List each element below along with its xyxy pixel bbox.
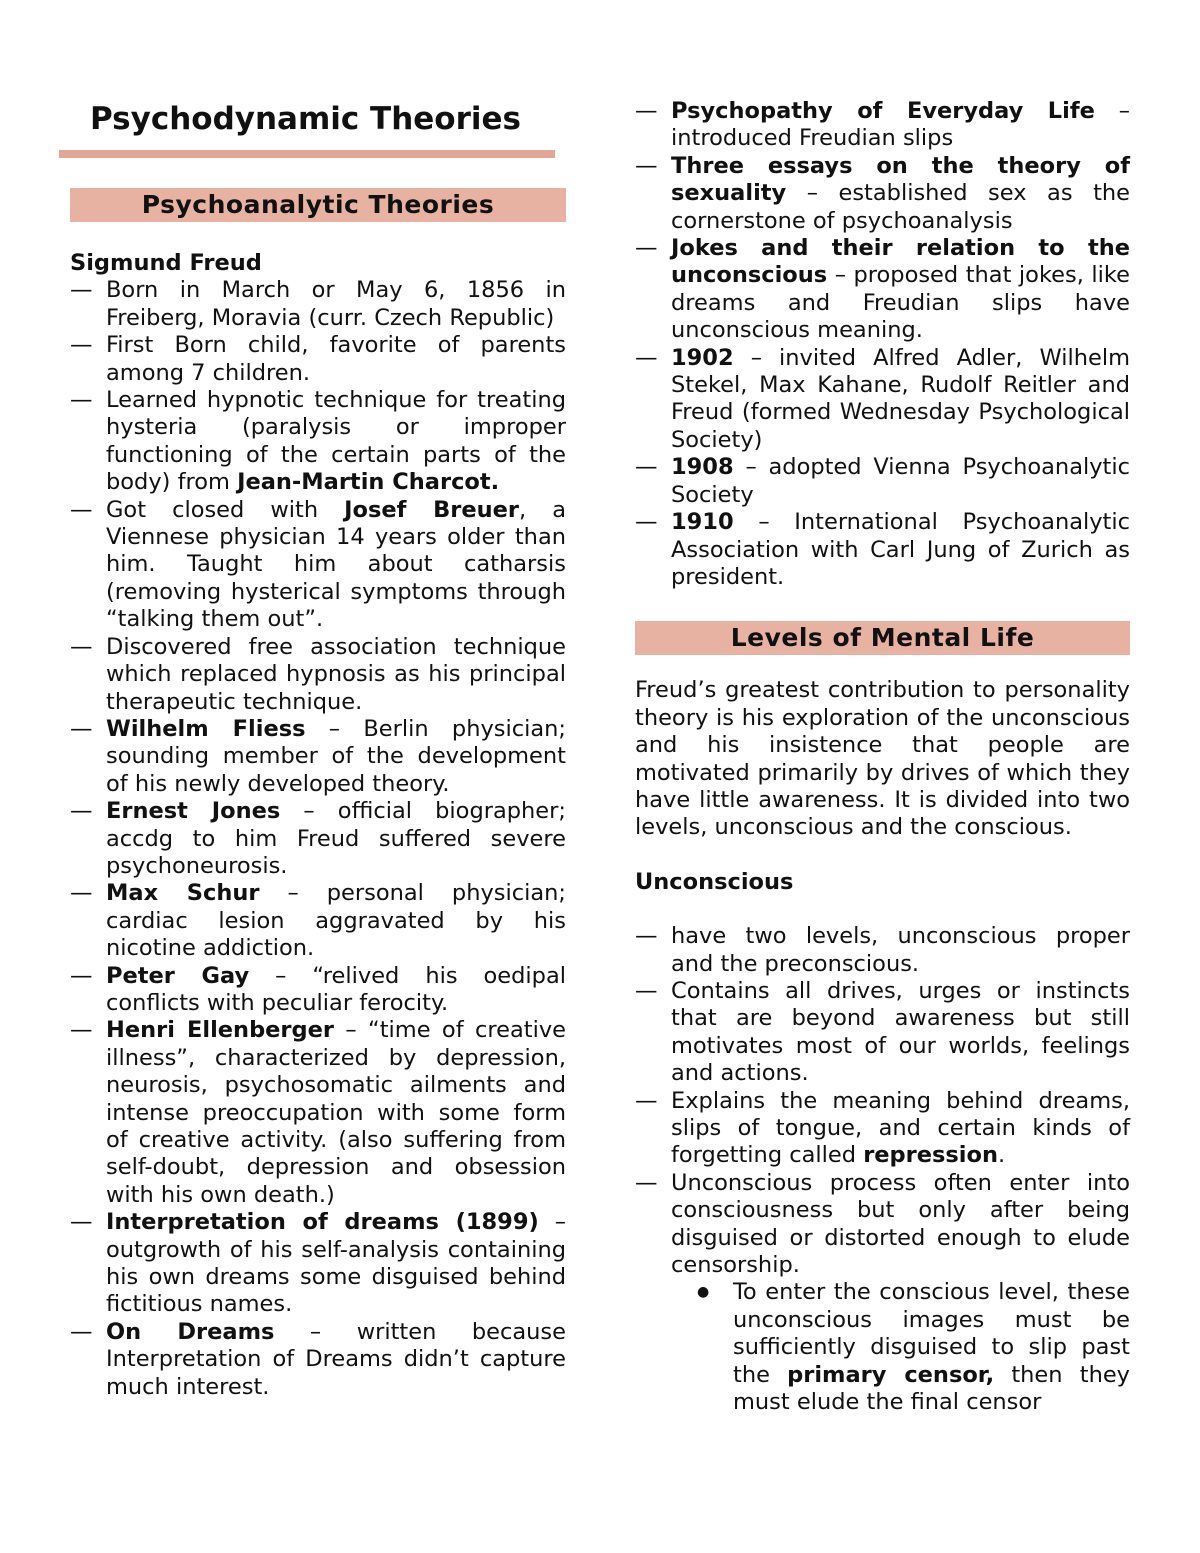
subheading-unconscious: Unconscious — [635, 868, 794, 895]
list-item: — Discovered free association technique which replaced hypnosis as his principal therapeutic technique. — [70, 634, 566, 716]
section-heading-psychoanalytic: Psychoanalytic Theories — [70, 188, 566, 222]
list-item: — have two levels, unconscious proper and the preconscious. — [635, 923, 1130, 978]
list-item: — Psychopathy of Everyday Life – introduced Freudian slips — [635, 98, 1130, 153]
levels-intro-paragraph: Freud’s greatest contribution to personality theory is his exploration of the unconscious and his insistence that people are motivated primarily by drives of which they have little awareness. It is divided into two levels, unconscious and the conscious. — [635, 677, 1130, 841]
list-item: — Ernest Jones – official biographer; accdg to him Freud suffered severe psychoneurosis. — [70, 798, 566, 880]
list-item: — Got closed with Josef Breuer, a Viennese physician 14 years older than him. Taught him about catharsis (removing hysterical symptoms through “talking them out”. — [70, 497, 566, 634]
list-item: — Wilhelm Fliess – Berlin physician; sounding member of the development of his newly developed theory. — [70, 716, 566, 798]
list-item: — Unconscious process often enter into consciousness but only after being disguised or distorted enough to elude censorship. — [635, 1170, 1130, 1280]
freud-facts-list — [70, 277, 566, 1401]
right-column — [635, 98, 1130, 1416]
unconscious-sub-bullets — [635, 1279, 1130, 1416]
section-heading-levels: Levels of Mental Life — [635, 621, 1130, 655]
list-item: — Max Schur – personal physician; cardiac lesion aggravated by his nicotine addiction. — [70, 880, 566, 962]
list-item: — Contains all drives, urges or instincts that are beyond awareness but still motivates most of our worlds, feelings and actions. — [635, 978, 1130, 1088]
page-title: Psychodynamic Theories — [90, 101, 521, 137]
list-item: — 1910 – International Psychoanalytic Association with Carl Jung of Zurich as president. — [635, 509, 1130, 591]
list-item: — Peter Gay – “relived his oedipal conflicts with peculiar ferocity. — [70, 963, 566, 1018]
list-item: — 1908 – adopted Vienna Psychoanalytic Society — [635, 454, 1130, 509]
list-item: — Henri Ellenberger – “time of creative illness”, characterized by depression, neurosis, psychosomatic ailments and intense preoccupation with some form of creative activity. (also suffering from self-doubt, depression and obsession with his own death.) — [70, 1017, 566, 1209]
list-item: — First Born child, favorite of parents among 7 children. — [70, 332, 566, 387]
list-item: — 1902 – invited Alfred Adler, Wilhelm Stekel, Max Kahane, Rudolf Reitler and Freud (formed Wednesday Psychological Society) — [635, 345, 1130, 455]
freud-works-list — [635, 98, 1130, 591]
list-item: — Born in March or May 6, 1856 in Freiberg, Moravia (curr. Czech Republic) — [70, 277, 566, 332]
list-item: — Learned hypnotic technique for treating hysteria (paralysis or improper functioning of the certain parts of the body) from Jean-Martin Charcot. — [70, 387, 566, 497]
list-item: — Explains the meaning behind dreams, slips of tongue, and certain kinds of forgetting called repression. — [635, 1088, 1130, 1170]
list-item: — Three essays on the theory of sexuality – established sex as the cornerstone of psychoanalysis — [635, 153, 1130, 235]
list-item: — On Dreams – written because Interpretation of Dreams didn’t capture much interest. — [70, 1319, 566, 1401]
unconscious-list — [635, 923, 1130, 1279]
bullet-item: ● To enter the conscious level, these unconscious images must be sufficiently disguised to slip past the primary censor, then they must elude the final censor — [697, 1279, 1130, 1416]
left-column — [70, 100, 566, 1401]
list-item: — Jokes and their relation to the unconscious – proposed that jokes, like dreams and Freudian slips have unconscious meaning. — [635, 235, 1130, 345]
title-underline — [59, 150, 555, 158]
person-name: Sigmund Freud — [70, 250, 262, 276]
list-item: — Interpretation of dreams (1899) – outgrowth of his self-analysis containing his own dreams some disguised behind fictitious names. — [70, 1209, 566, 1319]
